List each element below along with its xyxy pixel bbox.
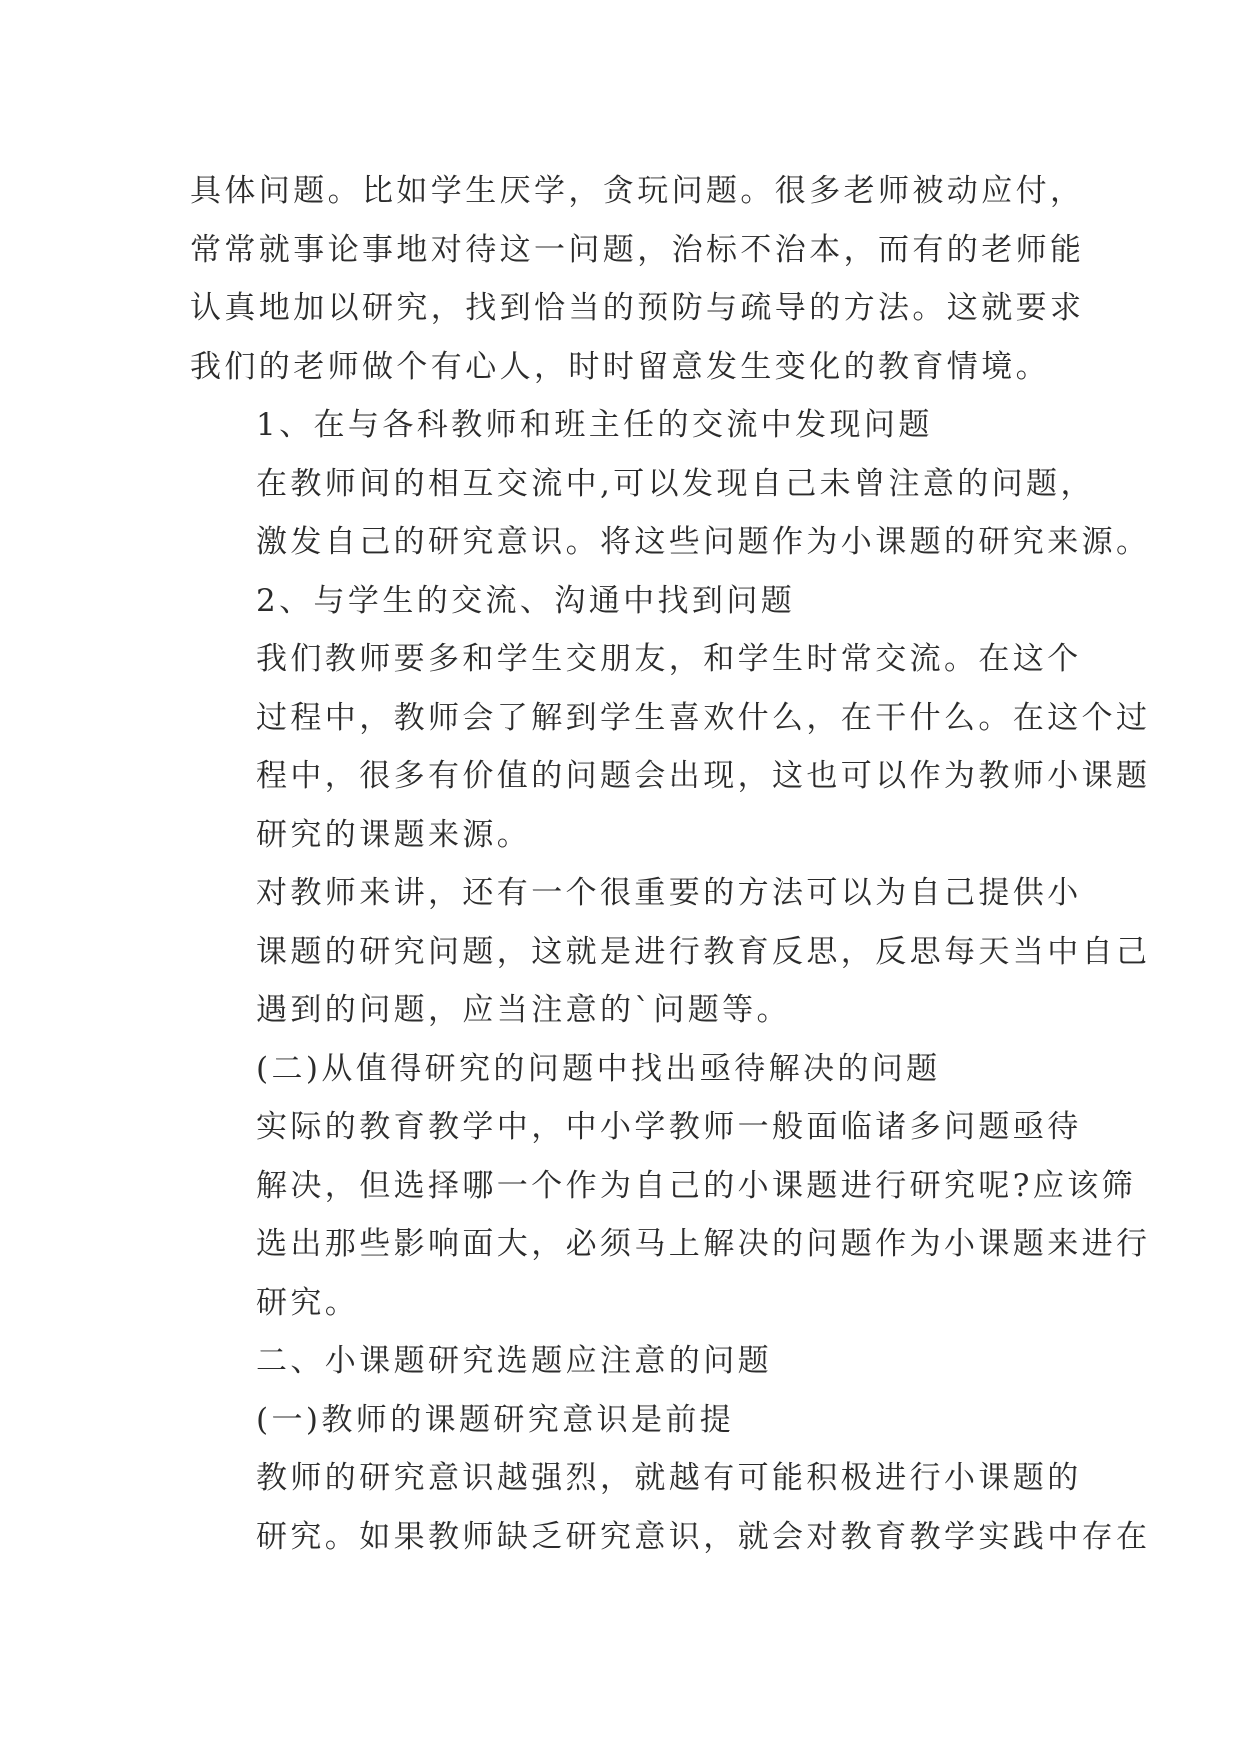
text-line: 研究。: [256, 1284, 360, 1321]
text-line: 我们教师要多和学生交朋友，和学生时常交流。在这个: [256, 641, 1082, 677]
paragraph: [190, 864, 1151, 1040]
text-line: (二)从值得研究的问题中找出亟待解决的问题: [256, 1050, 941, 1087]
text-line: 激发自己的研究意识。将这些问题作为小课题的研究来源。: [256, 524, 1151, 560]
paragraph: [190, 1098, 1151, 1332]
document-body: [190, 162, 1151, 1566]
paragraph: [190, 455, 1151, 572]
text-line: 过程中，教师会了解到学生喜欢什么，在干什么。在这个过: [256, 699, 1151, 736]
text-line: 研究的课题来源。: [256, 816, 532, 853]
text-line: 常常就事论事地对待这一问题，治标不治本，而有的老师能: [190, 231, 1085, 268]
text-line: 对教师来讲，还有一个很重要的方法可以为自己提供小: [256, 875, 1082, 911]
text-line: 课题的研究问题，这就是进行教育反思，反思每天当中自己: [256, 933, 1151, 970]
paragraph: [190, 1391, 1070, 1450]
text-line: 选出那些影响面大，必须马上解决的问题作为小课题来进行: [256, 1226, 1151, 1262]
text-line: 遇到的问题，应当注意的`问题等。: [256, 992, 791, 1028]
paragraph: [190, 396, 1070, 455]
text-line: 1、在与各科教师和班主任的交流中发现问题: [256, 407, 933, 443]
paragraph: [190, 572, 1070, 631]
text-line: 具体问题。比如学生厌学，贪玩问题。很多老师被动应付，: [190, 173, 1085, 209]
paragraph: [190, 630, 1151, 864]
text-line: 在教师间的相互交流中,可以发现自己未曾注意的问题，: [256, 465, 1095, 502]
text-line: 研究。如果教师缺乏研究意识，就会对教育教学实践中存在: [256, 1518, 1151, 1555]
text-line: 我们的老师做个有心人，时时留意发生变化的教育情境。: [190, 348, 1050, 385]
text-line: 程中，很多有价值的问题会出现，这也可以作为教师小课题: [256, 758, 1151, 794]
paragraph: [190, 1040, 1070, 1099]
text-line: 解决，但选择哪一个作为自己的小课题进行研究呢?应该筛: [256, 1167, 1137, 1204]
paragraph: [190, 1449, 1151, 1566]
text-line: 2、与学生的交流、沟通中找到问题: [256, 582, 796, 619]
paragraph: [190, 1332, 1070, 1391]
text-line: 认真地加以研究，找到恰当的预防与疏导的方法。这就要求: [190, 290, 1085, 326]
text-line: (一)教师的课题研究意识是前提: [256, 1401, 735, 1438]
text-line: 实际的教育教学中，中小学教师一般面临诸多问题亟待: [256, 1109, 1082, 1145]
paragraph: [190, 162, 1085, 396]
text-line: 二、小课题研究选题应注意的问题: [256, 1343, 772, 1379]
text-line: 教师的研究意识越强烈，就越有可能积极进行小课题的: [256, 1460, 1082, 1496]
